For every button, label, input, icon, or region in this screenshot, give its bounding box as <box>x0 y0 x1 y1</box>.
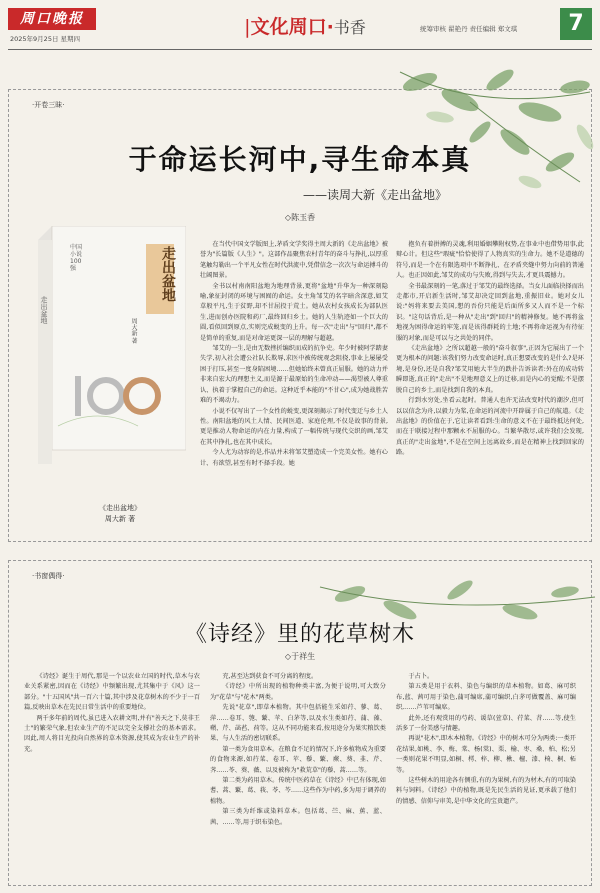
paragraph: 在当代中国文学版图上,茅盾文学奖得主周大新的《走出盆地》被誉为"长篇版《人生》"。这部作品聚焦农村青年的奋斗与挣扎,以厚重笔触勾勒出一个平凡女性在时代洪流中,凭借信念一次次与命运搏斗的壮阔图景。 <box>200 241 388 280</box>
article-author: ◇于祥生 <box>284 652 316 661</box>
paragraph: 先说"花草",即草本植物。其中包括能生采如荇、蓼、葛、萍……卷耳、匏、蘩、苹、白茅等,以及水生类如荇、蒲、藻、蘋、芹、菡萏、荷等。这从不同功能来看,按用途分为果实粮饮类果、与人生活的密切联系。 <box>210 704 386 743</box>
paragraph: 小说不仅写出了一个女性的蜕变,更深刻揭示了时代变迁与乡土人性。南阳盆地的风土人情、民间医道、家庭伦理,不仅是故事的背景,更是推动人物命运的内在力量,构成了一幅传统与现代交织的画,邹艾在其中挣扎,也在其中成长。 <box>200 407 388 446</box>
leaf-decoration <box>300 52 600 202</box>
article-title: 《诗经》里的花草树木 <box>184 622 415 647</box>
svg-text:走出盆地: 走出盆地 <box>40 296 48 324</box>
paragraph: 抱负有着拼搏的灵魂,利用婚姻攀附权势,在事业中也借势用事,此辩心计。但这些"瑕疵"恰恰使得了人物真实的生命力。她不是道德的符号,而是一个在有限选项中不断挣扎、在矛盾夹缝中努力向前的普通人。也正因如此,邹艾的成功与失败,得到与失去,才更具震撼力。 <box>396 241 584 280</box>
paragraph: 第五类是用于衣料、染色与编织的草本植物。如葛、麻可织布,蓝、茜可用于染色,蒲可编席,蒲可编织,白茅可做覆盖、麻可编织,……芦苇可编席。 <box>396 683 576 712</box>
article-author: ◇陈玉香 <box>284 213 316 222</box>
paragraph: 这些树木的用途各有侧重,有的为果树,有的为材木,有的可取染料与饲料。《诗经》中的植物,既是先民生活的见证,更承载了他们的情感、信仰与审美,是中华文化的宝贵遗产。 <box>396 777 576 805</box>
book-caption-title: 《走出盆地》 <box>99 504 141 512</box>
editors-credit: 统筹审核 翟艳丹 责任编辑 郑文琪 <box>420 25 518 33</box>
article-column-1 <box>24 672 200 878</box>
paragraph: 邹艾的一生,是由无数挫折编织而成的抗争史。年少时被阿学踏妻失学,初入社会遭公社队长欺辱,求医中被传统观念阻挠,事业上屡屡受困于打压,甚至一度身陷困境……但她始终未曾真正屈服。她的动力并非来自宏大的理想主义,而是源于最原始的生命冲动——渴望被人尊重认、执着于掌握自己的命运。这种近乎本能的"不甘心",成为她战胜苦难的不竭动力。 <box>200 345 388 405</box>
section-bar: | <box>244 16 251 38</box>
article-column-3 <box>396 672 576 878</box>
paragraph: 行到水穷处,坐看云起时。普通人也许无法改变时代的潮汐,但可以以信念为舟,以毅力为桨,在命运的河流中开辟属于自己的航道。《走出盆地》的价值在于,它让读者看到:生命的意义不在于最终抵达何处,而在于联接过程中那颗永不屈服的心。当繁华散尽,或许我们会发现,真正的"走出盆地",不是在空间上远离故乡,而是在精神上找到回家的路。 <box>396 397 584 457</box>
paragraph: 全书最深刻的一笔,落过于邹艾的最终选择。当女儿面临抉择而出走都市,开启新生活时,邹艾却决定回到盆地,重振旧业。她对女儿说:"妈将来要去美国,想的吾份只能是后面所多又人而不是一个标识。"这句话背后,是一种从"走出"到"回归"的精神修复。她不再将盆地视为困得命运的牢笼,而是该得群耗的土地;不再将命运视为有待征服的对象,而是可以与之共处的同伴。 <box>396 282 584 342</box>
book-caption-author: 周大新 著 <box>104 515 136 523</box>
paragraph: 第三类为纤维或染料草本。包括葛、苎、麻、蕉、蓝、茜、……等,用于织布染色。 <box>210 808 386 826</box>
column-label: ·开卷三昧· <box>28 100 68 110</box>
paragraph: 充,甚至达到获食不可分离的程度。 <box>222 673 318 680</box>
issue-date: 2025年9月25日 星期四 <box>10 35 81 43</box>
paragraph: 再说"花木",即木本植物。《诗经》中的树木可分为两类:一类开花结果,如桃、李、梅、棠、杨(棠)、栗、榆、枣、桑、柏、松;另一类则花果不明显,如桐、樗、梓、柳、楸、檀、漆、椅、桐、柘等。 <box>396 735 576 774</box>
paragraph: 令人尤为动容的是,作品并未将邹艾塑造成一个完美女性。她有心计、有欲望,甚至有时不择手段。她 <box>200 449 388 467</box>
paragraph: 此外,还有观赏用的芍药、谖草(萱草)、荇菜、苕……等,使生活多了一份美感与情趣。 <box>396 714 576 733</box>
book-cover-author: 周大新 著 <box>130 318 137 344</box>
masthead-logo: 周口晚报 <box>8 8 96 30</box>
paragraph: 《走出盆地》之所以超越一般的"奋斗叙事",正因为它展出了一个更为根本的问题:该我们努力改变命运时,真正想要改变的是什么?是环境,是身份,还是自我?邹艾用她大半生的跌扑告诉读者:外在的成功转瞬即逝,真正的"走出"不是地理意义上的迁移,而是内心的觉醒;不是摆脱自己的乡土,而是找到自我的本真。 <box>396 345 584 394</box>
book-cover-number <box>64 386 154 387</box>
article-column-1 <box>200 240 388 536</box>
paragraph: 《诗经》诞生于周代,那是一个以农业立国的时代,草木与农业关系紧密,因而在《诗经》中频繁出现,尤其集中于《风》这一部分。"十五国风"共一百六十篇,其中涉及花草树木的不少于一百篇,反映出草木在先民日常生活中的重要地位。 <box>24 673 200 712</box>
book-series: 中国小说100强 <box>70 244 83 272</box>
section-sub: 书香 <box>333 18 366 37</box>
column-label: ·书窗偶得· <box>28 571 68 581</box>
header-divider <box>8 49 592 50</box>
article-column-2 <box>396 240 584 536</box>
section-title <box>220 12 390 42</box>
paragraph: 第一类为食用草本。在粮食不足的情况下,许多植物成为重要的食物来源,如荇菜、卷耳、苹、藜、蘩、蕨、葵、韭、芹、荠……苓、葵、薇、以及被称为"救荒草"的藜、蒿……等。 <box>210 745 386 774</box>
page-number: 7 <box>560 8 592 40</box>
section-name: 文化周口· <box>250 16 334 38</box>
paragraph: 《诗经》中所出现的植物种类丰富,为便于说明,可大致分为"花草"与"花木"两类。 <box>210 683 386 701</box>
book-caption <box>60 503 180 525</box>
book-cover-title: 走出盆地 <box>160 246 176 302</box>
article-title: 于命运长河中,寻生命本真 <box>128 143 472 176</box>
paragraph: 第二类为药用草木。传统中医药草在《诗经》中已有体现,如蓍、蒿、蘩、葛、莪、苓、芩……这些作为中药,多为用于调养的植物。 <box>210 777 386 805</box>
paragraph: 于占卜。 <box>408 673 434 680</box>
article-subtitle: ——读周大新《走出盆地》 <box>302 188 447 202</box>
paragraph: 全书以村南南阳盆地为地理背景,更将"盆地"升华为一种深刻隐喻,象征封闭的环境与困囿的命运。女主角邹艾的名字暗含深意,如艾草般平凡,生于贫野,却不甘屈投于荒土。她从农村女孩成长为部队医生,进而创办医院和药厂,最终回归乡土。她的人生轨迹如一个巨大的圆,看似回到原点,实则完成蜕变的上升。每一次"走出"与"回归",都不是简单的重复,而是对命运更深一层的理解与超越。 <box>200 282 388 342</box>
paragraph: 两千多年前的周代,虽已进入农耕文明,并有"善天之下,莫非王土"的繁荣气象,但农业生产的不足以完全支撑社会的基本需求。因此,周人将目光投向自然界的草木资源,使其成为农业生产的补充。 <box>24 714 200 753</box>
article-column-2 <box>210 672 386 878</box>
